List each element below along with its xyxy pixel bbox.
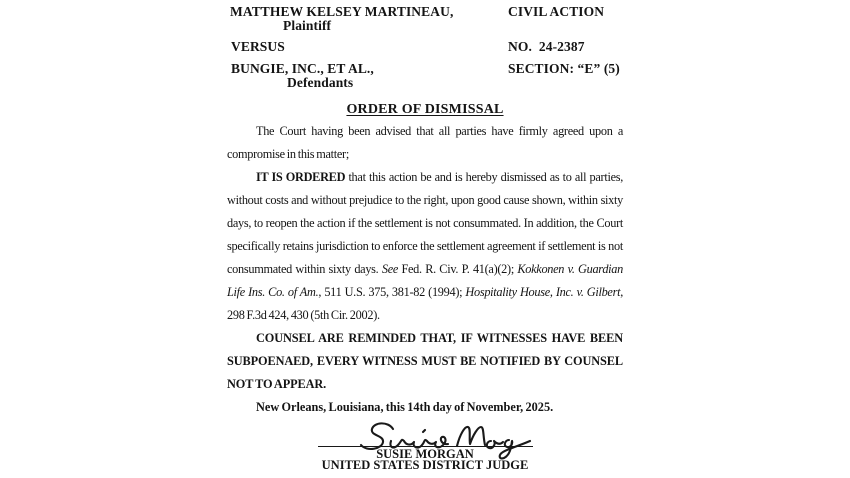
case-citation-2-reporter: , 298 F.3d 424, 430 (5th Cir. 2002). bbox=[227, 285, 623, 322]
case-citation-1-reporter: , 511 U.S. 375, 381-82 (1994); bbox=[318, 285, 466, 299]
defendant-name: BUNGIE, INC., ET AL., bbox=[231, 61, 374, 76]
date-line: New Orleans, Louisiana, this 14th day of November, 2025. bbox=[256, 400, 554, 414]
civil-action-label: CIVIL ACTION bbox=[508, 4, 605, 19]
defendant-role-label: Defendants bbox=[287, 75, 354, 90]
case-number: NO. 24-2387 bbox=[508, 39, 585, 54]
plaintiff-name: MATTHEW KELSEY MARTINEAU, bbox=[230, 4, 454, 19]
order-body-text: that this action be and is hereby dismissed as to all parties, without costs and without prejudice to the right, upon good cause shown, within sixty days, to reopen the action if the settlement is not consummated. In addition, the Court specifically retains jurisdiction to enforce the settlement agreement if settlement is not consummated within sixty days. bbox=[227, 170, 624, 276]
order-title: ORDER OF DISMISSAL bbox=[346, 102, 504, 117]
section-label: SECTION: “E” (5) bbox=[508, 61, 620, 76]
it-is-ordered-lead: IT IS ORDERED bbox=[256, 170, 346, 184]
signature-name: SUSIE MORGAN bbox=[376, 447, 474, 461]
counsel-reminder-paragraph: COUNSEL ARE REMINDED THAT, IF WITNESSES HAVE BEEN SUBPOENAED, EVERY WITNESS MUST BE NOTIFIED BY COUNSEL NOT TO APPEAR. bbox=[227, 331, 623, 391]
versus-label: VERSUS bbox=[231, 39, 285, 54]
order-text bbox=[227, 120, 623, 419]
case-citation-1: Kokkonen v. Guardian Life Ins. Co. of Am. bbox=[227, 262, 623, 299]
signature-judge-title: UNITED STATES DISTRICT JUDGE bbox=[321, 458, 529, 472]
document-body bbox=[227, 0, 623, 478]
rule-citation: Fed. R. Civ. P. 41(a)(2); bbox=[398, 262, 518, 276]
order-paragraph-compromise: The Court having been advised that all parties have firmly agreed upon a compromise in this matter; bbox=[227, 124, 623, 161]
see-signal: See bbox=[381, 262, 399, 276]
plaintiff-role-label: Plaintiff bbox=[283, 18, 332, 33]
case-citation-2: Hospitality House, Inc. v. Gilbert bbox=[465, 285, 621, 299]
order-paragraph-ordered bbox=[227, 166, 623, 327]
